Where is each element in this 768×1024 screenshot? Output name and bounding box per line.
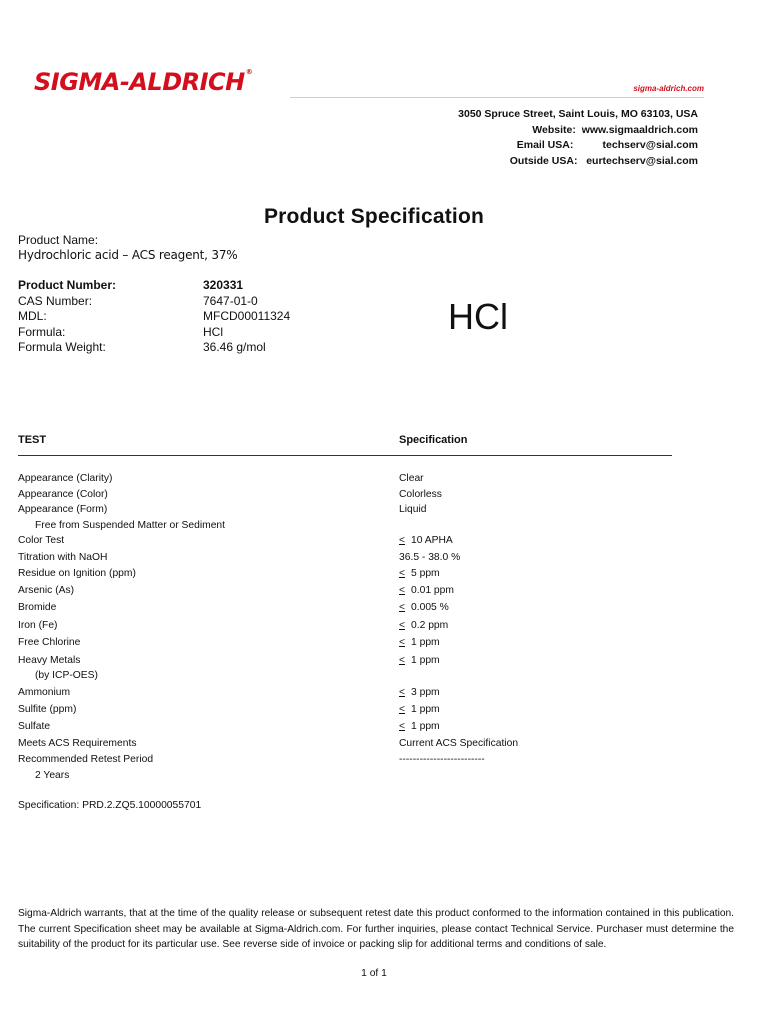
spec-value: < 1 ppm	[399, 654, 440, 666]
spec-value: < 0.2 ppm	[399, 619, 449, 631]
test-name: Appearance (Color)	[18, 488, 108, 500]
spec-value: Colorless	[399, 488, 442, 500]
field-value: 320331	[203, 278, 244, 292]
less-equal-sign: <	[399, 721, 406, 733]
field-label: Formula Weight:	[18, 340, 106, 355]
column-header-specification: Specification	[399, 434, 468, 446]
test-name: Free from Suspended Matter or Sediment	[35, 519, 226, 531]
registered-mark: ®	[245, 68, 253, 76]
warranty-disclaimer: Sigma-Aldrich warrants, that at the time of the quality release or subsequent retest date this product conformed to the information contained in this publication. The current Specification sheet may be available at Sigma-Aldrich.com. For further inquiries, please contact Technical Service. Purchaser must determine the suitability of the product for its particular use. See reverse side of invoice or packing slip for additional terms and conditions of sale.	[18, 908, 734, 951]
less-equal-sign: <	[399, 585, 406, 597]
test-name: Sulfate	[18, 721, 51, 733]
spec-value: < 5 ppm	[399, 567, 440, 579]
field-value: HCl	[203, 324, 223, 339]
page-title: Product Specification	[263, 205, 485, 228]
spec-value: Liquid	[399, 504, 427, 516]
test-name: Color Test	[18, 535, 65, 547]
spec-value: 36.5 - 38.0 %	[399, 551, 461, 563]
spec-value: Current ACS Specification	[399, 738, 519, 750]
less-equal-sign: <	[399, 535, 406, 547]
less-equal-sign: <	[399, 602, 406, 614]
contact-label: Outside USA:	[509, 154, 578, 167]
spec-value: < 1 ppm	[399, 704, 440, 715]
specification-reference: Specification: PRD.2.ZQ5.10000055701	[18, 800, 202, 811]
less-equal-sign: <	[399, 567, 406, 579]
test-name: Appearance (Form)	[18, 504, 108, 516]
spec-value: -------------------------	[399, 754, 485, 765]
test-name: Free Chlorine	[18, 636, 81, 648]
field-label: MDL:	[18, 309, 47, 324]
contact-block	[458, 107, 698, 169]
spec-value: < 0.01 ppm	[399, 585, 454, 597]
test-name: Iron (Fe)	[18, 619, 58, 631]
test-name: Meets ACS Requirements	[18, 738, 137, 750]
less-equal-sign: <	[399, 619, 406, 631]
table-header-divider	[18, 455, 672, 456]
spec-value: < 3 ppm	[399, 686, 440, 698]
field-value: MFCD00011324	[203, 309, 291, 324]
contact-email-outside	[458, 154, 698, 170]
spec-value: Clear	[399, 473, 424, 484]
product-name-value: Hydrochloric acid – ACS reagent, 37%	[18, 248, 238, 262]
field-value: 36.46 g/mol	[203, 340, 266, 355]
test-name: Appearance (Clarity)	[18, 473, 113, 484]
spec-value: < 1 ppm	[399, 721, 440, 733]
logo-text: SIGMA-ALDRICH	[34, 68, 245, 96]
test-name: Bromide	[18, 602, 57, 614]
cas-number-row	[18, 294, 290, 310]
address-line: 3050 Spruce Street, Saint Louis, MO 63103, USA	[458, 108, 698, 120]
contact-label: Website:	[532, 123, 576, 136]
spec-value: < 1 ppm	[399, 636, 440, 648]
field-label: CAS Number:	[18, 293, 93, 308]
less-equal-sign: <	[399, 654, 406, 666]
contact-email-usa	[458, 138, 698, 154]
field-label: Formula:	[18, 324, 66, 339]
formula-weight-row	[18, 340, 290, 356]
spec-value: < 0.005 %	[399, 602, 449, 614]
website-link[interactable]: www.sigmaaldrich.com	[581, 123, 698, 136]
site-url[interactable]: sigma-aldrich.com	[633, 84, 704, 93]
header-divider	[290, 97, 704, 98]
less-equal-sign: <	[399, 704, 406, 715]
product-name-label: Product Name:	[18, 233, 99, 247]
contact-label: Email USA:	[516, 139, 574, 151]
contact-website	[458, 123, 698, 139]
test-name: Recommended Retest Period	[18, 754, 154, 765]
test-name: Titration with NaOH	[18, 551, 108, 563]
test-name: Ammonium	[18, 686, 71, 698]
sigma-aldrich-logo	[34, 68, 252, 96]
test-name: (by ICP-OES)	[35, 670, 98, 682]
test-name: 2 Years	[35, 769, 70, 781]
product-info	[18, 278, 290, 356]
mdl-row	[18, 309, 290, 325]
test-name: Sulfite (ppm)	[18, 704, 77, 715]
page-number: 1 of 1	[361, 968, 387, 979]
less-equal-sign: <	[399, 686, 406, 698]
formula-row	[18, 325, 290, 341]
test-name: Arsenic (As)	[18, 585, 75, 597]
field-label: Product Number:	[18, 278, 117, 292]
less-equal-sign: <	[399, 636, 406, 648]
test-name: Residue on Ignition (ppm)	[18, 567, 136, 579]
email-outside-link[interactable]: eurtechserv@sial.com	[586, 154, 698, 167]
spec-value: < 10 APHA	[399, 535, 453, 547]
test-name: Heavy Metals	[18, 654, 81, 666]
column-header-test: TEST	[18, 434, 47, 446]
field-value: 7647-01-0	[203, 293, 258, 308]
email-usa-link[interactable]: techserv@sial.com	[602, 139, 698, 151]
formula-structure: HCl	[448, 296, 508, 337]
product-number-row	[18, 278, 290, 294]
